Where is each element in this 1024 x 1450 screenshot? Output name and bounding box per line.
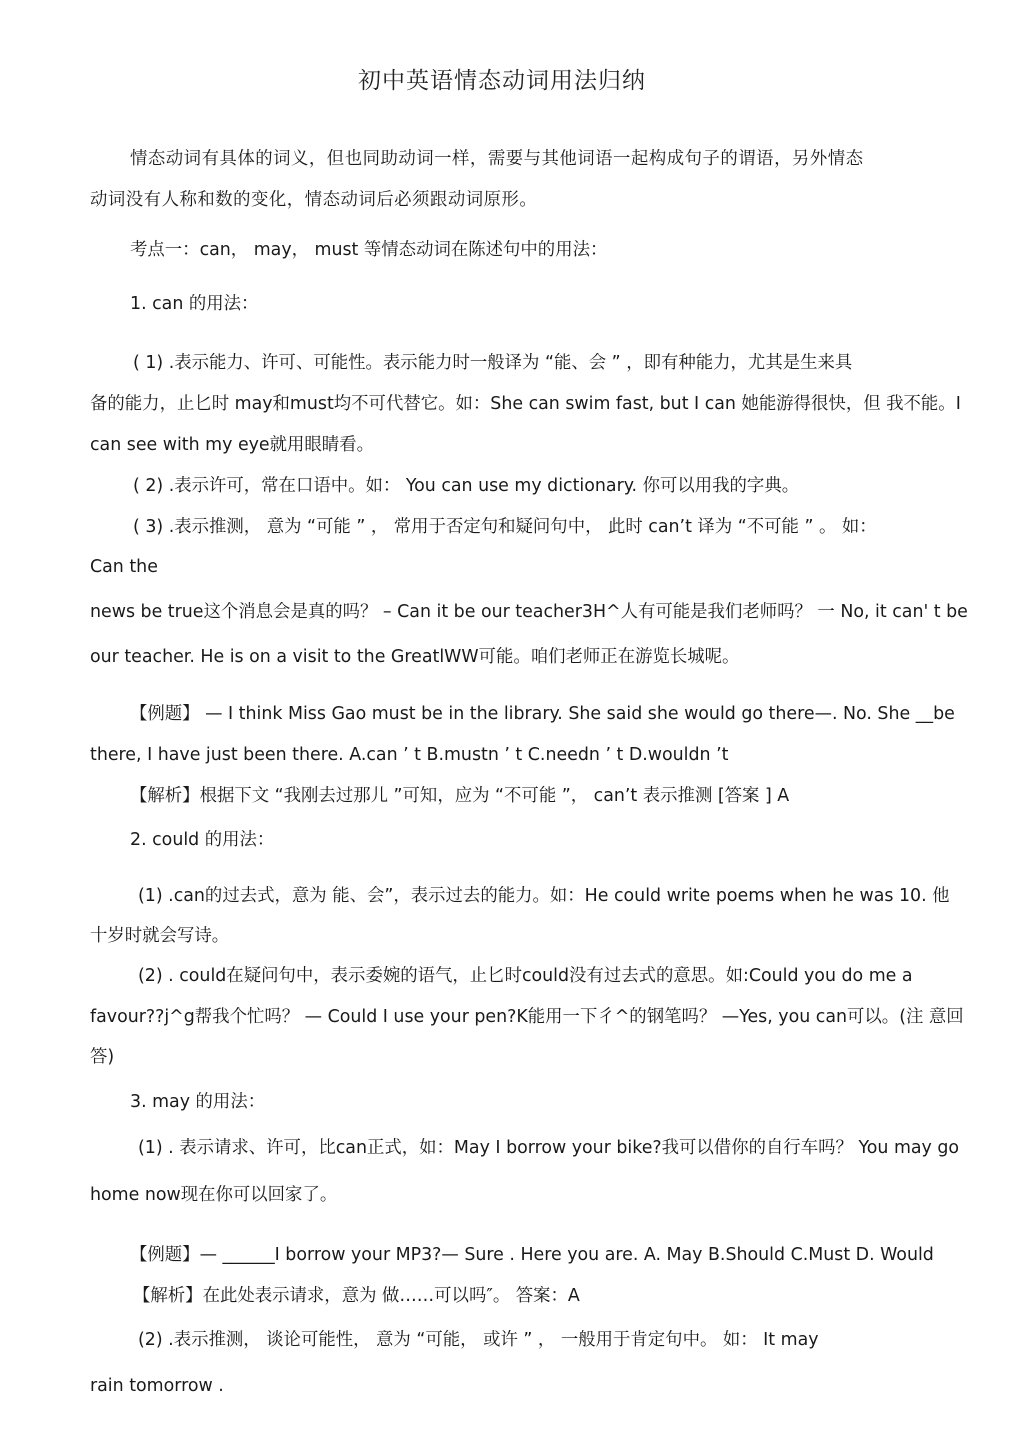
- can-usage-1-line-3: can see with my eye就用眼睛看。: [90, 435, 374, 455]
- may-usage-1-line-2: home now现在你可以回家了。: [90, 1185, 338, 1205]
- could-usage-1-line-2: 十岁时就会写诗。: [90, 926, 230, 946]
- can-usage-1-line-1: ( 1) .表示能力、许可、可能性。表示能力时一般译为 “能、会 ” ，即有种能力，尤其是生来具: [133, 353, 853, 373]
- could-usage-2-line-1: (2) . could在疑问句中，表示委婉的语气，止匕时could没有过去式的意思。如:Could you do me a: [138, 966, 913, 986]
- could-usage-2-line-2: favour??j^g帮我个忙吗？ — Could I use your pen?K能用一下彳^的钢笔吗？ —Yes, you can可以。(注 意回: [90, 1007, 964, 1027]
- can-usage-2-line: ( 2) .表示许可，常在口语中。如： You can use my dictionary. 你可以用我的字典。: [133, 476, 800, 496]
- subheading-can-usage: 1. can 的用法：: [130, 294, 259, 314]
- document-title: 初中英语情态动词用法归纳: [358, 68, 646, 94]
- can-usage-3-line-1: ( 3) .表示推测， 意为 “可能 ” ， 常用于否定句和疑问句中， 此时 can’t 译为 “不可能 ” 。 如：: [133, 517, 877, 537]
- may-usage-2-line-1: (2) .表示推测， 谈论可能性， 意为 “可能， 或许 ” ， 一般用于肯定句中。 如： It may: [138, 1330, 819, 1350]
- may-usage-1-line-1: (1) . 表示请求、许可，比can正式，如：May I borrow your bike?我可以借你的自行车吗？ You may go: [138, 1138, 960, 1158]
- can-usage-3-line-3: news be true这个消息会是真的吗？ – Can it be our teacher3H^人有可能是我们老师吗？ 一 No, it can' t be: [90, 602, 968, 622]
- analysis-1-line: 【解析】根据下文 “我刚去过那儿 ”可知，应为 “不可能 ”， can’t 表示推测 [答案 ] A: [130, 786, 790, 806]
- intro-line-2: 动词没有人称和数的变化，情态动词后必须跟动词原形。: [90, 190, 538, 210]
- could-usage-2-line-3: 答): [90, 1047, 115, 1067]
- can-usage-3-line-2: Can the: [90, 557, 158, 577]
- may-usage-2-line-2: rain tomorrow .: [90, 1376, 224, 1396]
- could-usage-1-line-1: (1) .can的过去式，意为 能、会”，表示过去的能力。如：He could write poems when he was 10. 他: [138, 886, 950, 906]
- can-usage-1-line-2: 备的能力，止匕时 may和must均不可代替它。如：She can swim fast, but I can 她能游得很快，但 我不能。I: [90, 394, 961, 414]
- can-usage-3-line-4: our teacher. He is on a visit to the GreatlWW可能。咱们老师正在游览长城呢。: [90, 647, 740, 667]
- subheading-could-usage: 2. could 的用法：: [130, 830, 275, 850]
- example-1-line-2: there, I have just been there. A.can ’ t B.mustn ’ t C.needn ’ t D.wouldn ’t: [90, 745, 729, 765]
- section-heading-point-one: 考点一：can， may， must 等情态动词在陈述句中的用法：: [130, 240, 608, 260]
- intro-line-1: 情态动词有具体的词义，但也同助动词一样，需要与其他词语一起构成句子的谓语，另外情态: [130, 149, 864, 169]
- subheading-may-usage: 3. may 的用法：: [130, 1092, 266, 1112]
- example-1-line-1: 【例题】 — I think Miss Gao must be in the library. She said she would go there—. No. She __be: [130, 704, 955, 724]
- example-2-line: 【例题】— ______I borrow your MP3?— Sure . Here you are. A. May B.Should C.Must D. Would: [130, 1245, 934, 1265]
- analysis-2-line: 【解析】在此处表示请求，意为 做……可以吗″。 答案：A: [133, 1286, 580, 1306]
